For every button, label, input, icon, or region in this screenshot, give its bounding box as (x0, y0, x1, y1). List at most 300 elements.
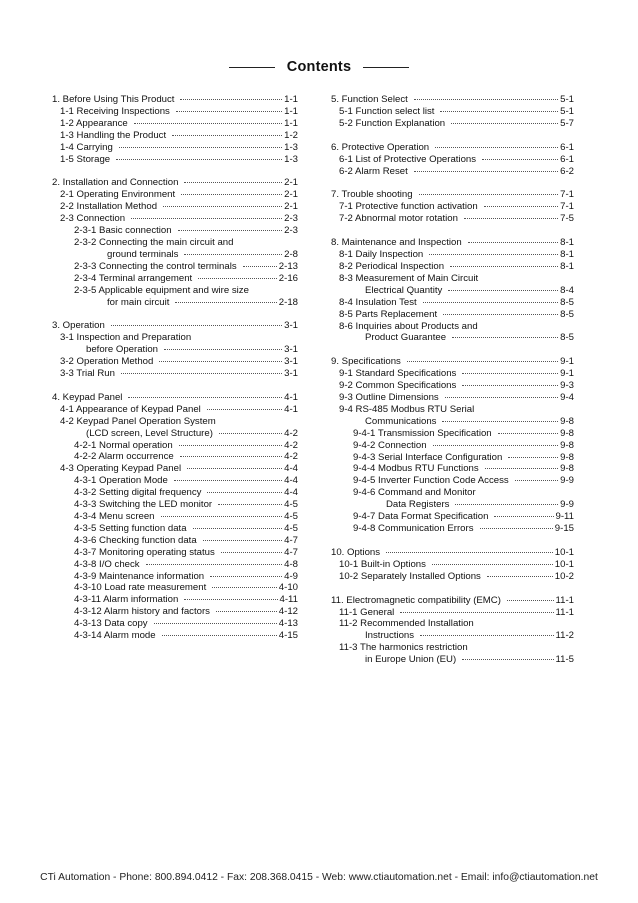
dot-leader (462, 658, 553, 660)
dot-leader (221, 551, 282, 553)
toc-entry-title: 1-2 Appearance (60, 117, 128, 129)
toc-page-number: 6-2 (560, 165, 574, 177)
toc-entry-title: before Operation (86, 344, 158, 356)
toc-page-number: 4-13 (278, 618, 298, 630)
toc-entry[interactable] (331, 487, 574, 499)
dot-leader (433, 444, 559, 446)
toc-entry-title: 2-3-4 Terminal arrangement (74, 272, 193, 284)
toc-section (331, 595, 574, 666)
toc-entry-title: 11-1 General (339, 606, 395, 618)
toc-page-number: 1-3 (284, 141, 298, 153)
toc-entry[interactable] (52, 618, 298, 630)
toc-page-number: 8-5 (560, 332, 574, 344)
toc-entry[interactable] (52, 594, 298, 606)
dot-leader (203, 539, 282, 541)
dot-leader (176, 110, 282, 112)
toc-entry-title: 8-2 Periodical Inspection (339, 260, 445, 272)
toc-entry-title: 6-2 Alarm Reset (339, 165, 408, 177)
toc-page-number: 4-5 (284, 522, 298, 534)
heading-rule-right (363, 67, 409, 68)
toc-entry-title: 4-3-14 Alarm mode (74, 630, 156, 642)
toc-page-number: 2-1 (284, 177, 298, 189)
toc-page-number: 4-10 (278, 582, 298, 594)
toc-page-number: 9-15 (554, 523, 574, 534)
toc-entry-title: Electrical Quantity (365, 284, 443, 296)
toc-entry-title: Data Registers (386, 499, 450, 511)
toc-entry[interactable] (52, 201, 298, 213)
toc-page-number: 9-8 (560, 439, 574, 451)
toc-entry[interactable] (52, 451, 298, 463)
toc-page-number: 5-1 (560, 94, 574, 105)
dot-leader (508, 456, 558, 458)
toc-entry-title: 11. Electromagnetic compatibility (EMC) (331, 594, 501, 606)
toc-page-number: 4-8 (284, 558, 298, 570)
toc-entry-title: 5. Function Select (331, 94, 408, 105)
toc-entry-title: 8-4 Insulation Test (339, 296, 417, 308)
toc-entry[interactable] (331, 511, 574, 523)
dot-leader (445, 396, 558, 398)
toc-chapter-entry[interactable] (331, 142, 574, 154)
dot-leader (485, 467, 558, 469)
dot-leader (482, 158, 558, 160)
toc-entry[interactable] (331, 630, 574, 642)
toc-chapter-entry[interactable] (52, 392, 298, 404)
toc-entry[interactable] (52, 547, 298, 559)
toc-entry-title: 4-3-6 Checking function data (74, 534, 197, 546)
toc-page-number: 2-3 (284, 213, 298, 225)
toc-entry-title: 9-4-5 Inverter Function Code Access (353, 475, 509, 487)
toc-entry[interactable] (331, 618, 574, 630)
dot-leader (407, 360, 558, 362)
toc-entry[interactable] (52, 475, 298, 487)
toc-entry-title: 9-4-6 Command and Monitor (353, 487, 476, 499)
toc-entry[interactable] (331, 404, 574, 416)
toc-page-number: 2-3 (284, 225, 298, 237)
toc-entry[interactable] (331, 154, 574, 166)
toc-entry-title: 1-1 Receiving Inspections (60, 105, 170, 117)
toc-entry[interactable] (52, 237, 298, 249)
toc-entry[interactable] (331, 523, 574, 535)
toc-entry[interactable] (331, 332, 574, 344)
toc-chapter-entry[interactable] (331, 595, 574, 607)
toc-page-number: 7-1 (560, 201, 574, 213)
toc-entry[interactable] (52, 273, 298, 285)
toc-page-number: 9-8 (560, 463, 574, 475)
dot-leader (400, 611, 553, 613)
toc-page-number: 9-9 (560, 499, 574, 511)
toc-page-number: 5-1 (560, 105, 574, 117)
toc-page-number: 4-11 (279, 594, 298, 606)
toc-entry[interactable] (52, 285, 298, 297)
contents-heading (0, 56, 638, 78)
toc-entry[interactable] (52, 189, 298, 201)
dot-leader (146, 563, 283, 565)
dot-leader (174, 479, 282, 481)
dot-leader (111, 324, 282, 326)
toc-entry[interactable] (52, 487, 298, 499)
dot-leader (451, 122, 558, 124)
toc-chapter-entry[interactable] (52, 320, 298, 332)
toc-entry-title: 2-3-5 Applicable equipment and wire size (74, 284, 249, 296)
toc-entry[interactable] (331, 416, 574, 428)
dot-leader (507, 599, 554, 601)
dot-leader (128, 396, 282, 398)
toc-entry[interactable] (52, 428, 298, 440)
dot-leader (162, 634, 277, 636)
toc-page-number: 3-1 (284, 368, 298, 380)
toc-entry-title: 2. Installation and Connection (52, 177, 179, 189)
toc-entry-title: 9. Specifications (331, 356, 401, 368)
toc-page-number: 1-2 (284, 129, 298, 141)
toc-entry-title: 8-3 Measurement of Main Circuit (339, 272, 479, 284)
dot-leader (386, 551, 553, 553)
toc-entry[interactable] (52, 404, 298, 416)
toc-page-number: 1-1 (284, 105, 298, 117)
dot-leader (515, 479, 558, 481)
toc-entry[interactable] (52, 142, 298, 154)
toc-entry-title: 3-1 Inspection and Preparation (60, 332, 192, 344)
dot-leader (243, 265, 277, 267)
toc-entry-title: 1-4 Carrying (60, 141, 113, 153)
toc-entry[interactable] (331, 273, 574, 285)
toc-page-number: 2-16 (278, 272, 298, 284)
dot-leader (131, 217, 282, 219)
toc-entry-title: 9-1 Standard Specifications (339, 368, 457, 380)
dot-leader (178, 229, 283, 231)
toc-entry-title: 9-4 RS-485 Modbus RTU Serial (339, 403, 475, 415)
toc-entry-title: 4-1 Appearance of Keypad Panel (60, 403, 201, 415)
toc-entry[interactable] (331, 106, 574, 118)
toc-section (331, 142, 574, 178)
dot-leader (134, 122, 282, 124)
dot-leader (498, 432, 558, 434)
dot-leader (184, 598, 277, 600)
toc-page-number: 4-4 (284, 463, 298, 475)
toc-entry-title: 2-3-3 Connecting the control terminals (74, 260, 237, 272)
dot-leader (187, 467, 282, 469)
dot-leader (487, 575, 553, 577)
dot-leader (494, 515, 553, 517)
toc-entry-title: 5-1 Function select list (339, 105, 435, 117)
toc-page-number: 2-13 (278, 260, 298, 272)
toc-page-number: 9-8 (560, 427, 574, 439)
toc-page-number: 7-1 (560, 189, 574, 201)
toc-entry-title: 10. Options (331, 546, 381, 558)
toc-entry-title: 7. Trouble shooting (331, 189, 413, 201)
toc-entry[interactable] (52, 261, 298, 273)
toc-section (331, 547, 574, 583)
toc-page-number: 9-1 (560, 368, 574, 380)
toc-page-number: 10-1 (554, 558, 574, 570)
toc-page-number: 11-1 (555, 594, 574, 606)
toc-page-number: 9-9 (560, 475, 574, 487)
toc-entry[interactable] (331, 261, 574, 273)
toc-page-number: 4-15 (278, 630, 298, 642)
toc-entry-title: 11-3 The harmonics restriction (339, 642, 468, 654)
toc-entry[interactable] (331, 571, 574, 583)
toc-entry[interactable] (331, 607, 574, 619)
toc-entry[interactable] (52, 535, 298, 547)
toc-entry-title: 2-1 Operating Environment (60, 189, 176, 201)
toc-entry-title: 9-4-4 Modbus RTU Functions (353, 463, 479, 475)
toc-entry[interactable] (331, 642, 574, 654)
toc-page-number: 2-1 (284, 201, 298, 213)
toc-entry[interactable] (52, 630, 298, 642)
toc-page-number: 9-11 (555, 511, 574, 523)
toc-entry-title: 4-3-8 I/O check (74, 558, 140, 570)
toc-entry[interactable] (331, 249, 574, 261)
toc-page-number: 8-1 (560, 249, 574, 261)
dot-leader (450, 265, 558, 267)
toc-entry-title: 8-5 Parts Replacement (339, 308, 438, 320)
toc-entry[interactable] (52, 368, 298, 380)
toc-entry-title: 4-3 Operating Keypad Panel (60, 463, 182, 475)
toc-page-number: 2-18 (278, 296, 298, 308)
toc-entry[interactable] (52, 416, 298, 428)
toc-page-number: 9-3 (560, 380, 574, 392)
toc-entry-title: 2-3-1 Basic connection (74, 225, 172, 237)
toc-entry[interactable] (52, 130, 298, 142)
dot-leader (119, 146, 282, 148)
toc-entry[interactable] (331, 380, 574, 392)
toc-chapter-entry[interactable] (331, 94, 574, 106)
toc-section (331, 237, 574, 344)
dot-leader (480, 527, 553, 529)
toc-entry-title: ground terminals (107, 248, 179, 260)
toc-page-number: 4-2 (284, 439, 298, 451)
dot-leader (175, 301, 276, 303)
dot-leader (462, 372, 558, 374)
toc-entry[interactable] (331, 285, 574, 297)
toc-entry[interactable] (52, 463, 298, 475)
toc-section (331, 94, 574, 130)
toc-entry[interactable] (52, 523, 298, 535)
toc-page-number: 4-9 (284, 570, 298, 582)
toc-section (52, 94, 298, 165)
toc-entry-title: 2-2 Installation Method (60, 201, 158, 213)
toc-entry[interactable] (52, 297, 298, 309)
toc-entry-title: 1-5 Storage (60, 153, 111, 165)
page-footer: CTi Automation - Phone: 800.894.0412 - Fax: 208.368.0415 - Web: www.ctiautomation.net - Email: info@ctiautomation.net (40, 872, 598, 883)
toc-section (331, 189, 574, 225)
toc-entry-title: 9-2 Common Specifications (339, 380, 457, 392)
toc-entry[interactable] (331, 475, 574, 487)
toc-entry-title: 8-1 Daily Inspection (339, 249, 424, 261)
toc-entry[interactable] (331, 166, 574, 178)
toc-entry[interactable] (331, 559, 574, 571)
toc-page-number: 4-5 (284, 499, 298, 511)
toc-entry-title: 4-2-2 Alarm occurrence (74, 451, 174, 463)
toc-entry[interactable] (52, 225, 298, 237)
toc-entry[interactable] (52, 154, 298, 166)
toc-entry[interactable] (331, 440, 574, 452)
dot-leader (161, 515, 283, 517)
toc-chapter-entry[interactable] (52, 94, 298, 106)
toc-entry[interactable] (331, 213, 574, 225)
dot-leader (452, 336, 558, 338)
toc-page-number: 8-5 (560, 296, 574, 308)
toc-entry-title: 4-3-13 Data copy (74, 618, 148, 630)
dot-leader (435, 146, 558, 148)
toc-section (331, 356, 574, 535)
toc-entry[interactable] (331, 297, 574, 309)
toc-chapter-entry[interactable] (331, 237, 574, 249)
page-title: Contents (286, 59, 352, 75)
toc-entry[interactable] (52, 118, 298, 130)
toc-entry[interactable] (331, 118, 574, 130)
toc-page-number: 4-1 (284, 403, 298, 415)
dot-leader (414, 98, 558, 100)
toc-page-number: 4-2 (284, 427, 298, 439)
toc-page-number: 4-7 (284, 546, 298, 558)
toc-page-number: 4-12 (278, 606, 298, 618)
toc-entry-title: 8-6 Inquiries about Products and (339, 320, 478, 332)
toc-entry-title: 3-2 Operation Method (60, 356, 154, 368)
toc-entry[interactable] (52, 356, 298, 368)
dot-leader (193, 527, 283, 529)
toc-entry-title: 4. Keypad Panel (52, 391, 123, 403)
toc-page-number: 10-1 (554, 546, 574, 558)
dot-leader (159, 360, 282, 362)
toc-chapter-entry[interactable] (331, 189, 574, 201)
toc-page-number: 7-5 (560, 213, 574, 225)
toc-entry-title: 4-3-3 Switching the LED monitor (74, 499, 213, 511)
dot-leader (210, 575, 282, 577)
dot-leader (181, 193, 282, 195)
toc-page-number: 8-1 (560, 260, 574, 272)
toc-entry-title: 4-3-2 Setting digital frequency (74, 487, 202, 499)
toc-entry[interactable] (331, 368, 574, 380)
toc-entry-title: 4-3-9 Maintenance information (74, 570, 205, 582)
toc-entry[interactable] (52, 582, 298, 594)
toc-page-number: 6-1 (560, 153, 574, 165)
toc-page-number: 9-1 (560, 356, 574, 368)
dot-leader (216, 610, 277, 612)
dot-leader (218, 503, 282, 505)
toc-entry-title: 9-4-7 Data Format Specification (353, 511, 489, 523)
toc-entry[interactable] (52, 249, 298, 261)
toc-entry-title: Product Guarantee (365, 332, 447, 344)
toc-entry-title: 2-3-2 Connecting the main circuit and (74, 236, 234, 248)
toc-entry[interactable] (331, 309, 574, 321)
toc-entry-title: 8. Maintenance and Inspection (331, 237, 462, 249)
dot-leader (207, 408, 282, 410)
toc-entry[interactable] (331, 428, 574, 440)
toc-entry[interactable] (52, 213, 298, 225)
dot-leader (442, 420, 558, 422)
dot-leader (154, 622, 277, 624)
toc-page-number: 11-5 (555, 654, 574, 666)
toc-entry[interactable] (52, 606, 298, 618)
toc-chapter-entry[interactable] (331, 547, 574, 559)
dot-leader (464, 217, 558, 219)
toc-entry-title: 10-1 Built-in Options (339, 558, 426, 570)
toc-entry-title: 1. Before Using This Product (52, 94, 175, 105)
toc-entry-title: 6. Protective Operation (331, 141, 430, 153)
toc-entry[interactable] (52, 106, 298, 118)
toc-page-number: 4-1 (284, 391, 298, 403)
toc-page-number: 3-1 (284, 344, 298, 356)
toc-page-number: 4-4 (284, 487, 298, 499)
toc-section (52, 392, 298, 642)
dot-leader (184, 181, 282, 183)
dot-leader (184, 253, 282, 255)
toc-entry-title: 4-3-7 Monitoring operating status (74, 546, 215, 558)
toc-page-number: 1-1 (284, 117, 298, 129)
toc-right-column (331, 94, 574, 678)
dot-leader (212, 586, 277, 588)
toc-chapter-entry[interactable] (52, 177, 298, 189)
toc-entry[interactable] (52, 511, 298, 523)
toc-page-number: 11-1 (555, 606, 574, 618)
toc-entry-title: 6-1 List of Protective Operations (339, 153, 477, 165)
dot-leader (484, 205, 558, 207)
toc-page-number: 4-5 (284, 511, 298, 522)
toc-page-number: 1-1 (284, 94, 298, 105)
toc-page-number: 9-8 (560, 415, 574, 427)
toc-page-number: 4-2 (284, 451, 298, 463)
toc-entry-title: 7-1 Protective function activation (339, 201, 478, 213)
toc-entry-title: 9-4-8 Communication Errors (353, 523, 474, 534)
toc-chapter-entry[interactable] (331, 356, 574, 368)
toc-entry[interactable] (331, 654, 574, 666)
toc-entry-title: (LCD screen, Level Structure) (86, 427, 213, 439)
toc-page-number: 6-1 (560, 141, 574, 153)
toc-page-number: 1-3 (284, 153, 298, 165)
toc-entry[interactable] (52, 499, 298, 511)
toc-entry-title: 4-3-10 Load rate measurement (74, 582, 207, 594)
toc-entry[interactable] (52, 559, 298, 571)
toc-page-number: 3-1 (284, 356, 298, 368)
toc-entry-title: 2-3 Connection (60, 213, 126, 225)
dot-leader (164, 348, 282, 350)
toc-entry[interactable] (331, 499, 574, 511)
toc-entry[interactable] (52, 440, 298, 452)
dot-leader (420, 634, 553, 636)
dot-leader (121, 372, 282, 374)
toc-entry-title: 4-3-5 Setting function data (74, 522, 187, 534)
toc-section (52, 177, 298, 308)
dot-leader (455, 503, 558, 505)
toc-entry[interactable] (52, 571, 298, 583)
dot-leader (468, 241, 558, 243)
dot-leader (180, 98, 282, 100)
toc-entry-title: Communications (365, 415, 437, 427)
toc-entry-title: 1-3 Handling the Product (60, 129, 167, 141)
dot-leader (443, 313, 558, 315)
toc-entry[interactable] (331, 452, 574, 464)
toc-entry-title: 4-3-11 Alarm information (74, 594, 179, 606)
toc-left-column (52, 94, 298, 654)
toc-entry-title: 3-3 Trial Run (60, 368, 115, 380)
toc-entry[interactable] (331, 321, 574, 333)
toc-entry-title: 9-3 Outline Dimensions (339, 392, 439, 404)
toc-page-number: 9-4 (560, 392, 574, 404)
toc-entry-title: Instructions (365, 630, 415, 642)
dot-leader (163, 205, 282, 207)
toc-entry[interactable] (331, 463, 574, 475)
dot-leader (429, 253, 558, 255)
toc-page-number: 5-7 (560, 117, 574, 129)
toc-entry[interactable] (52, 344, 298, 356)
toc-page-number: 8-1 (560, 237, 574, 249)
dot-leader (440, 110, 558, 112)
dot-leader (423, 301, 558, 303)
toc-entry[interactable] (52, 332, 298, 344)
toc-entry[interactable] (331, 392, 574, 404)
toc-entry-title: 7-2 Abnormal motor rotation (339, 213, 458, 225)
toc-entry[interactable] (331, 201, 574, 213)
